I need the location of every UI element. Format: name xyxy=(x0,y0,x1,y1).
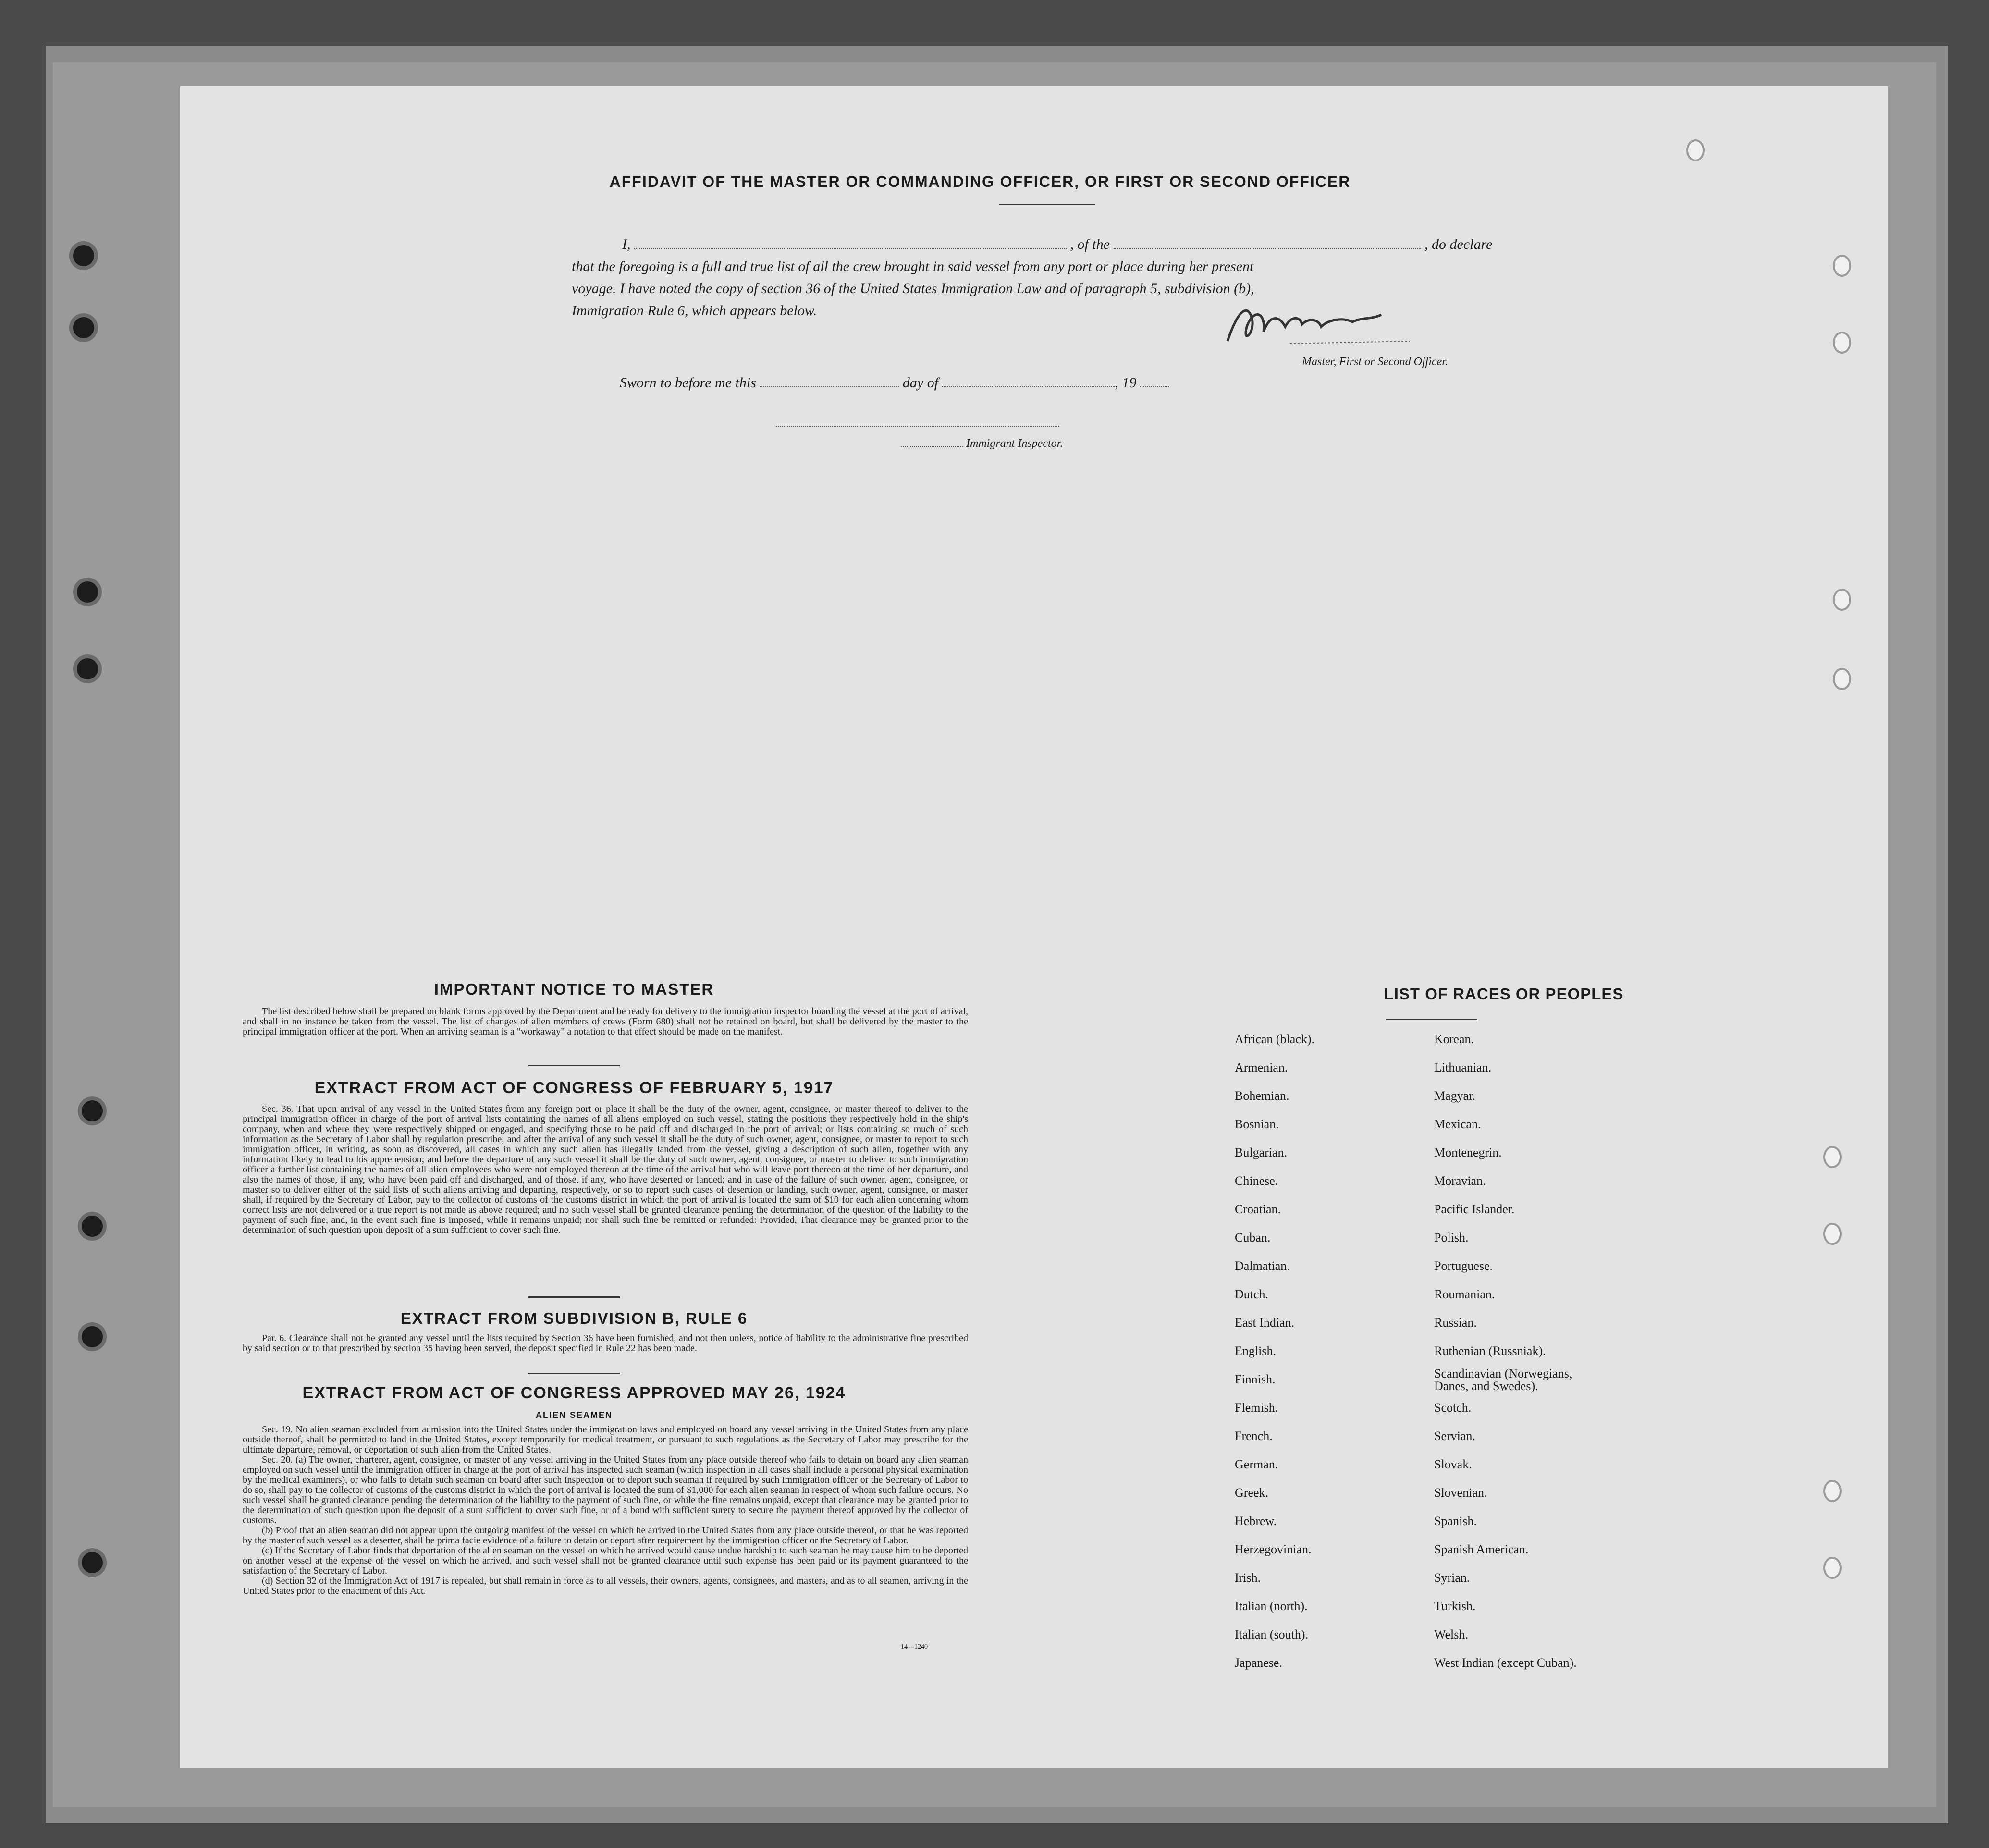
race-item: Spanish. xyxy=(1434,1514,1477,1528)
extract-rule6-body xyxy=(243,1333,968,1354)
notice-text: The list described below shall be prepared on blank forms approved by the Department and be ready for delivery to the immigration inspector boarding the vessel at the port of arrival, and shall in no instance be taken from the vessel. The list of changes of alien members of crews (Form 680) shall not be retained on board, but shall be delivered by the master to the principal immigration officer at the port. When an arriving seaman is a "workaway" a notation to that effect should be made on the manifest. xyxy=(243,1006,968,1037)
race-item: Italian (south). xyxy=(1235,1627,1309,1641)
punch-mark xyxy=(1833,668,1851,690)
day-of-label: day of xyxy=(902,375,939,391)
section-36-text: Sec. 36. That upon arrival of any vessel in the United States from any foreign port or place it shall be the duty of the owner, agent, consignee, or master thereof to deliver to the principal immigration officer in charge of the port of arrival lists containing the names of all aliens employed on such vessel, stating the positions they respectively hold in the ship's company, when and where they were respectively shipped or engaged, and specifying those to be paid off and discharged in the port of arrival; or lists containing so much of such information as the Secretary of Labor shall by regulation prescribe; and after the arrival of any such vessel it shall be the duty of such owner, agent, consignee, or master to report to such immigration officer, in writing, as soon as discovered, all cases in which any such alien has illegally landed from the vessel, giving a description of such alien, together with any information likely to lead to his apprehension; and before the departure of any such vessel it shall be the duty of such owner, agent, consignee, or master to deliver to such immigration officer a further list containing the names of all alien employees who were not employed thereon at the time of the arrival but who will leave port thereon at the time of her departure, and also the names of those, if any, who have been paid off and discharged, and of those, if any, who have deserted or landed; and in case of the failure of such owner, agent, consignee, or master so to deliver either of the said lists of such aliens arriving and departing, respectively, or so to report such cases of desertion or landing, such owner, agent, consignee, or master shall, if required by the Secretary of Labor, pay to the collector of customs of the customs district in which the port of arrival is located the sum of $10 for each alien concerning whom correct lists are not delivered or a true report is not made as above required; and no such vessel shall be granted clearance pending the determination of the question of the liability to the payment of such fine, and, in the event such fine is imposed, while it remains unpaid; nor shall such fine be remitted or refunded: Provided, That clearance may be granted prior to the determination of such question upon deposit of a sum sufficient to cover such fine. xyxy=(243,1104,968,1235)
declarant-label: I, xyxy=(622,236,631,252)
race-item: Irish. xyxy=(1235,1571,1261,1585)
binder-hole xyxy=(77,581,98,603)
sworn-line xyxy=(620,375,1169,391)
sec-20d-text: (d) Section 32 of the Immigration Act of 1917 is repealed, but shall remain in force as to all vessels, their owners, agents, consignees, and masters, and as to all seamen, arriving in the United States prior to the enactment of this Act. xyxy=(243,1576,968,1596)
extract-1917-body xyxy=(243,1104,968,1235)
sworn-day-field[interactable] xyxy=(760,386,899,387)
races-title: LIST OF RACES OR PEOPLES xyxy=(1384,985,1624,1003)
vessel-name-field[interactable] xyxy=(1114,248,1421,249)
extract-1924-body xyxy=(243,1425,968,1596)
race-item: Scandinavian (Norwegians, Danes, and Swedes). xyxy=(1434,1367,1572,1393)
divider xyxy=(528,1373,620,1374)
punch-mark xyxy=(1823,1146,1842,1168)
race-item: Roumanian. xyxy=(1434,1287,1495,1301)
year-label: , 19 xyxy=(1115,375,1137,391)
races-title-rule xyxy=(1386,1019,1477,1020)
extract-1924-title: EXTRACT FROM ACT OF CONGRESS APPROVED MAY 26, 1924 xyxy=(302,1384,846,1402)
race-item: English. xyxy=(1235,1344,1276,1358)
race-item: Mexican. xyxy=(1434,1117,1481,1131)
race-item: West Indian (except Cuban). xyxy=(1434,1656,1577,1670)
affidavit-line4: Immigration Rule 6, which appears below. xyxy=(572,303,817,319)
officer-signature xyxy=(1218,298,1420,356)
race-item: Bulgarian. xyxy=(1235,1146,1288,1159)
binder-hole xyxy=(73,317,94,338)
race-item: Bohemian. xyxy=(1235,1089,1289,1103)
sworn-month-field[interactable] xyxy=(942,386,1115,387)
race-item: Italian (north). xyxy=(1235,1599,1308,1613)
race-item: Montenegrin. xyxy=(1434,1146,1502,1159)
binder-hole xyxy=(82,1326,103,1347)
race-item: Polish. xyxy=(1434,1231,1469,1244)
punch-mark xyxy=(1833,255,1851,277)
sec-20c-text: (c) If the Secretary of Labor finds that deportation of the alien seaman on the vessel on which he arrived would cause undue hardship to such seaman he may cause him to be deported on another vessel at the expense of the vessel on which he arrived, and such vessel shall not be granted clearance until such expense has been paid or its payment guaranteed to the satisfaction of the Secretary of Labor. xyxy=(243,1545,968,1576)
race-item: Moravian. xyxy=(1434,1174,1486,1188)
race-item: Slovenian. xyxy=(1434,1486,1487,1500)
sworn-year-field[interactable] xyxy=(1140,386,1169,387)
divider xyxy=(528,1065,620,1066)
notice-title: IMPORTANT NOTICE TO MASTER xyxy=(434,980,714,998)
divider xyxy=(528,1296,620,1298)
race-item: Japanese. xyxy=(1235,1656,1282,1670)
race-item: Servian. xyxy=(1434,1429,1475,1443)
binder-hole xyxy=(82,1100,103,1121)
race-item: Lithuanian. xyxy=(1434,1060,1492,1074)
sworn-label: Sworn to before me this xyxy=(620,375,756,391)
punch-mark xyxy=(1686,139,1705,161)
race-item: Chinese. xyxy=(1235,1174,1278,1188)
vessel-label: , of the xyxy=(1070,236,1110,252)
race-item: Armenian. xyxy=(1235,1060,1288,1074)
affidavit-line1 xyxy=(622,236,1492,253)
race-item: German. xyxy=(1235,1457,1278,1471)
alien-seamen-subtitle: ALIEN SEAMEN xyxy=(535,1410,613,1420)
binder-hole xyxy=(82,1216,103,1237)
race-item: Finnish. xyxy=(1235,1372,1276,1386)
declare-label: , do declare xyxy=(1424,236,1493,252)
race-item: Flemish. xyxy=(1235,1401,1278,1415)
punch-mark xyxy=(1833,332,1851,354)
race-item: Russian. xyxy=(1434,1316,1477,1330)
inspector-label: Immigrant Inspector. xyxy=(966,437,1063,450)
race-item: Scotch. xyxy=(1434,1401,1472,1415)
inspector-caption xyxy=(901,437,1063,450)
race-item: Welsh. xyxy=(1434,1627,1468,1641)
signature-caption: Master, First or Second Officer. xyxy=(1302,356,1448,368)
punch-mark xyxy=(1833,589,1851,611)
race-item: African (black). xyxy=(1235,1032,1315,1046)
manifest-page xyxy=(180,86,1888,1768)
extract-rule6-title: EXTRACT FROM SUBDIVISION B, RULE 6 xyxy=(400,1309,748,1327)
race-item: Cuban. xyxy=(1235,1231,1271,1244)
race-item: Syrian. xyxy=(1434,1571,1470,1585)
notice-body xyxy=(243,1007,968,1037)
race-item: Herzegovinian. xyxy=(1235,1542,1312,1556)
race-item: Croatian. xyxy=(1235,1202,1281,1216)
race-item: Dalmatian. xyxy=(1235,1259,1290,1273)
race-item: Pacific Islander. xyxy=(1434,1202,1515,1216)
inspector-signature-line[interactable] xyxy=(776,426,1059,427)
race-item: Dutch. xyxy=(1235,1287,1269,1301)
affidavit-line2: that the foregoing is a full and true list of all the crew brought in said vessel from any port or place during her present xyxy=(572,259,1254,274)
race-item: Korean. xyxy=(1434,1032,1474,1046)
sec-20a-text: Sec. 20. (a) The owner, charterer, agent, consignee, or master of any vessel arriving in the United States from any place outside thereof who fails to detain on board any alien seaman employed on such vessel until the immigration officer in charge at the port of arrival has inspected such seaman (which inspection in all cases shall include a personal physical examination by the medical examiners), or who fails to detain such seaman on board after such inspection or to deport such seaman if required by such immigration officer or the Secretary of Labor to do so, shall pay to the collector of customs of the customs district in which the port of arrival is located the sum of $1,000 for each alien seaman in respect of whom such failure occurs. No such vessel shall be granted clearance pending the determination of the liability to the payment of such fine, or while the fine remains unpaid, except that clearance may be granted prior to the determination of such question upon the deposit of a sum sufficient to cover such fine, or of a bond with sufficient surety to secure the payment thereof approved by the collector of customs. xyxy=(243,1454,968,1526)
race-item: Portuguese. xyxy=(1434,1259,1493,1273)
race-item: French. xyxy=(1235,1429,1273,1443)
affidavit-title-rule xyxy=(999,204,1095,205)
binder-hole xyxy=(82,1552,103,1573)
extract-1917-title: EXTRACT FROM ACT OF CONGRESS OF FEBRUARY 5, 1917 xyxy=(314,1079,834,1097)
sec-20b-text: (b) Proof that an alien seaman did not appear upon the outgoing manifest of the vessel on which he arrived in the United States from any place outside thereof, or that he was reported by the master of such vessel as a deserter, shall be prima facie evidence of a failure to detain or deport after requirement by the immigration officer or the Secretary of Labor. xyxy=(243,1525,968,1546)
race-item: Spanish American. xyxy=(1434,1542,1529,1556)
sec-19-text: Sec. 19. No alien seaman excluded from admission into the United States under the immigration laws and employed on board any vessel arriving in the United States from any place outside thereof, shall be permitted to land in the United States, except temporarily for medical treatment, or pursuant to such regulations as the Secretary of Labor may prescribe for the ultimate departure, removal, or deportation of such alien from the United States. xyxy=(243,1424,968,1455)
declarant-name-field[interactable] xyxy=(634,248,1067,249)
race-item: East Indian. xyxy=(1235,1316,1295,1330)
race-item: Magyar. xyxy=(1434,1089,1475,1103)
form-number: 14—1240 xyxy=(901,1643,928,1651)
race-item: Slovak. xyxy=(1434,1457,1472,1471)
race-item: Ruthenian (Russniak). xyxy=(1434,1344,1546,1358)
par-6-text: Par. 6. Clearance shall not be granted any vessel until the lists required by Section 36 have been furnished, and not then unless, notice of liability to the administrative fine prescribed by said section or to that prescribed by section 35 having been served, the deposit specified in Rule 22 has been made. xyxy=(243,1333,968,1354)
binder-hole xyxy=(73,245,94,266)
inspector-dots xyxy=(901,446,963,447)
race-item: Hebrew. xyxy=(1235,1514,1277,1528)
affidavit-line3: voyage. I have noted the copy of section 36 of the United States Immigration Law and of paragraph 5, subdivision (b), xyxy=(572,281,1254,296)
affidavit-title: AFFIDAVIT OF THE MASTER OR COMMANDING OFFICER, OR FIRST OR SECOND OFFICER xyxy=(609,173,1351,190)
punch-mark xyxy=(1823,1557,1842,1579)
punch-mark xyxy=(1823,1223,1842,1245)
race-item: Turkish. xyxy=(1434,1599,1476,1613)
race-item: Bosnian. xyxy=(1235,1117,1279,1131)
race-item: Greek. xyxy=(1235,1486,1269,1500)
binder-hole xyxy=(77,658,98,679)
punch-mark xyxy=(1823,1480,1842,1502)
